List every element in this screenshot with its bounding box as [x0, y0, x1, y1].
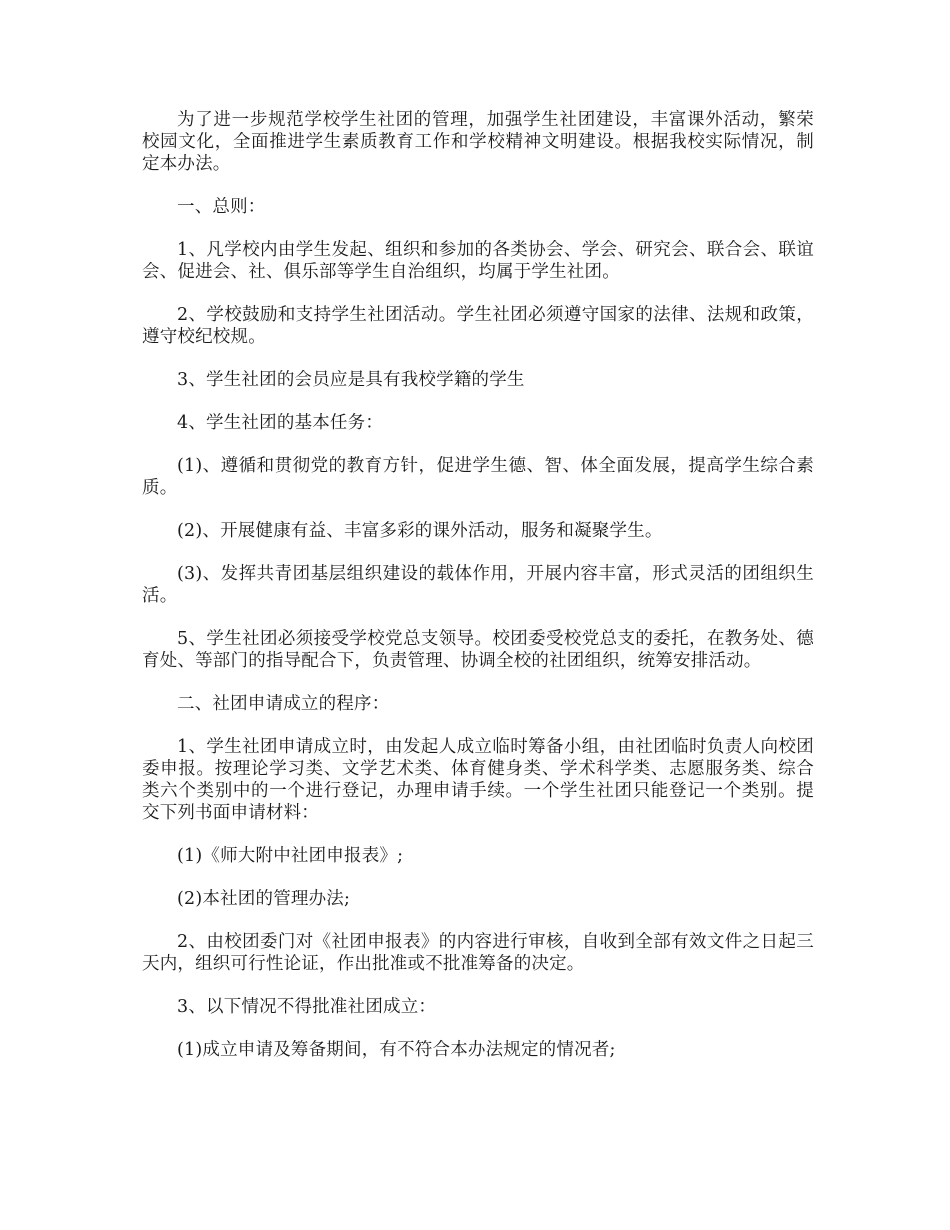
paragraph-general-1: 1、凡学校内由学生发起、组织和参加的各类协会、学会、研究会、联合会、联谊会、促进会、社、俱乐部等学生自治组织，均属于学生社团。 — [142, 240, 814, 282]
document-body — [142, 109, 814, 1061]
section-heading-procedure: 二、社团申请成立的程序： — [177, 694, 390, 714]
paragraph-condition-1: (1)成立申请及筹备期间，有不符合本办法规定的情况者; — [177, 1040, 616, 1060]
paragraph-procedure-1: 1、学生社团申请成立时，由发起人成立临时筹备小组，由社团临时负责人向校团委申报。按理论学习类、文学艺术类、体育健身类、学术科学类、志愿服务类、综合类六个类别中的一个进行登记，办理申请手续。一个学生社团只能登记一个类别。提交下列书面申请材料： — [142, 737, 814, 823]
paragraph-material-2: (2)本社团的管理办法; — [177, 889, 351, 909]
paragraph-general-5: 5、学生社团必须接受学校党总支领导。校团委受校党总支的委托，在教务处、德育处、等部门的指导配合下，负责管理、协调全校的社团组织，统筹安排活动。 — [142, 629, 814, 671]
paragraph-task-1: (1)、遵循和贯彻党的教育方针，促进学生德、智、体全面发展，提高学生综合素质。 — [142, 456, 814, 498]
paragraph-procedure-3: 3、以下情况不得批准社团成立： — [177, 997, 437, 1017]
paragraph-general-2: 2、学校鼓励和支持学生社团活动。学生社团必须遵守国家的法律、法规和政策，遵守校纪校规。 — [142, 305, 814, 347]
paragraph-material-1: (1)《师大附中社团申报表》; — [177, 846, 404, 866]
section-heading-general: 一、总则： — [177, 197, 266, 217]
paragraph-task-2: (2)、开展健康有益、丰富多彩的课外活动，服务和凝聚学生。 — [177, 521, 663, 541]
paragraph-procedure-2: 2、由校团委门对《社团申报表》的内容进行审核，自收到全部有效文件之日起三天内，组织可行性论证，作出批准或不批准筹备的决定。 — [142, 932, 814, 974]
paragraph-task-3: (3)、发挥共青团基层组织建设的载体作用，开展内容丰富，形式灵活的团组织生活。 — [142, 564, 814, 606]
paragraph-general-4: 4、学生社团的基本任务： — [177, 413, 384, 433]
paragraph-general-3: 3、学生社团的会员应是具有我校学籍的学生 — [177, 370, 525, 390]
intro-paragraph: 为了进一步规范学校学生社团的管理，加强学生社团建设，丰富课外活动，繁荣校园文化，全面推进学生素质教育工作和学校精神文明建设。根据我校实际情况，制定本办法。 — [142, 110, 814, 174]
